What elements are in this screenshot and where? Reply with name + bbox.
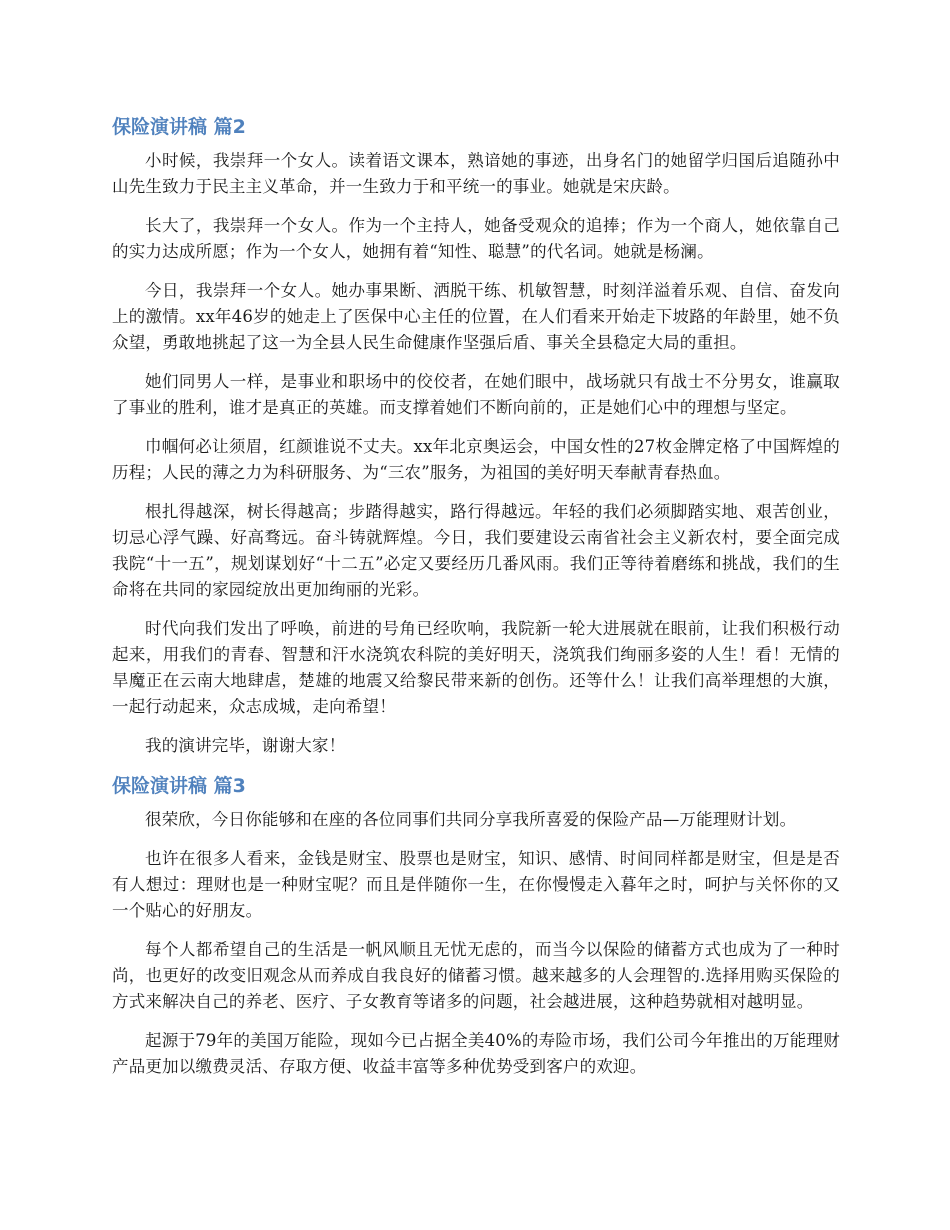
- paragraph: 小时候，我崇拜一个女人。读着语文课本，熟谙她的事迹，出身名门的她留学归国后追随孙中山先生致力于民主主义革命，并一生致力于和平统一的事业。她就是宋庆龄。: [112, 151, 840, 196]
- paragraph: 时代向我们发出了呼唤，前进的号角已经吹响，我院新一轮大进展就在眼前，让我们积极行动起来，用我们的青春、智慧和汗水浇筑农科院的美好明天，浇筑我们绚丽多姿的人生！看！无情的旱魔正在云南大地肆虐，楚雄的地震又给黎民带来新的创伤。还等什么！让我们高举理想的大旗，一起行动起来，众志成城，走向希望！: [112, 619, 840, 716]
- section-title: 保险演讲稿 篇2: [112, 116, 246, 138]
- paragraph: 今日，我崇拜一个女人。她办事果断、洒脱干练、机敏智慧，时刻洋溢着乐观、自信、奋发向上的激情。xx年46岁的她走上了医保中心主任的位置，在人们看来开始走下坡路的年龄里，她不负众望，勇敢地挑起了这一为全县人民生命健康作坚强后盾、事关全县稳定大局的重担。: [112, 281, 840, 352]
- section-title: 保险演讲稿 篇3: [112, 775, 246, 797]
- paragraph: 很荣欣，今日你能够和在座的各位同事们共同分享我所喜爱的保险产品—万能理财计划。: [145, 810, 797, 829]
- paragraph: 根扎得越深，树长得越高；步踏得越实，路行得越远。年轻的我们必须脚踏实地、艰苦创业，切忌心浮气躁、好高骛远。奋斗铸就辉煌。今日，我们要建设云南省社会主义新农村，要全面完成我院“十一五”，规划谋划好“十二五”必定又要经历几番风雨。我们正等待着磨练和挑战，我们的生命将在共同的家园绽放出更加绚丽的光彩。: [112, 502, 840, 599]
- paragraph: 也许在很多人看来，金钱是财宝、股票也是财宝，知识、感情、时间同样都是财宝，但是是否有人想过：理财也是一种财宝呢？而且是伴随你一生，在你慢慢走入暮年之时，呵护与关怀你的又一个贴心的好朋友。: [112, 849, 840, 920]
- paragraph: 起源于79年的美国万能险，现如今已占据全美40%的寿险市场，我们公司今年推出的万能理财产品更加以缴费灵活、存取方便、收益丰富等多种优势受到客户的欢迎。: [112, 1031, 840, 1076]
- paragraph: 巾帼何必让须眉，红颜谁说不丈夫。xx年北京奥运会，中国女性的27枚金牌定格了中国辉煌的历程；人民的薄之力为科研服务、为“三农”服务，为祖国的美好明天奉献青春热血。: [112, 437, 840, 482]
- paragraph: 每个人都希望自己的生活是一帆风顺且无忧无虑的，而当今以保险的储蓄方式也成为了一种时尚，也更好的改变旧观念从而养成自我良好的储蓄习惯。越来越多的人会理智的.选择用购买保险的方式来解决自己的养老、医疗、子女教育等诸多的问题，社会越进展，这种趋势就相对越明显。: [112, 940, 840, 1011]
- paragraph: 她们同男人一样，是事业和职场中的佼佼者，在她们眼中，战场就只有战士不分男女，谁赢取了事业的胜利，谁才是真正的英雄。而支撑着她们不断向前的，正是她们心中的理想与坚定。: [112, 372, 840, 417]
- paragraph: 长大了，我崇拜一个女人。作为一个主持人，她备受观众的追捧；作为一个商人，她依靠自己的实力达成所愿；作为一个女人，她拥有着“知性、聪慧”的代名词。她就是杨澜。: [112, 216, 840, 261]
- document-page: [112, 114, 840, 1093]
- paragraph: 我的演讲完毕，谢谢大家！: [145, 736, 346, 755]
